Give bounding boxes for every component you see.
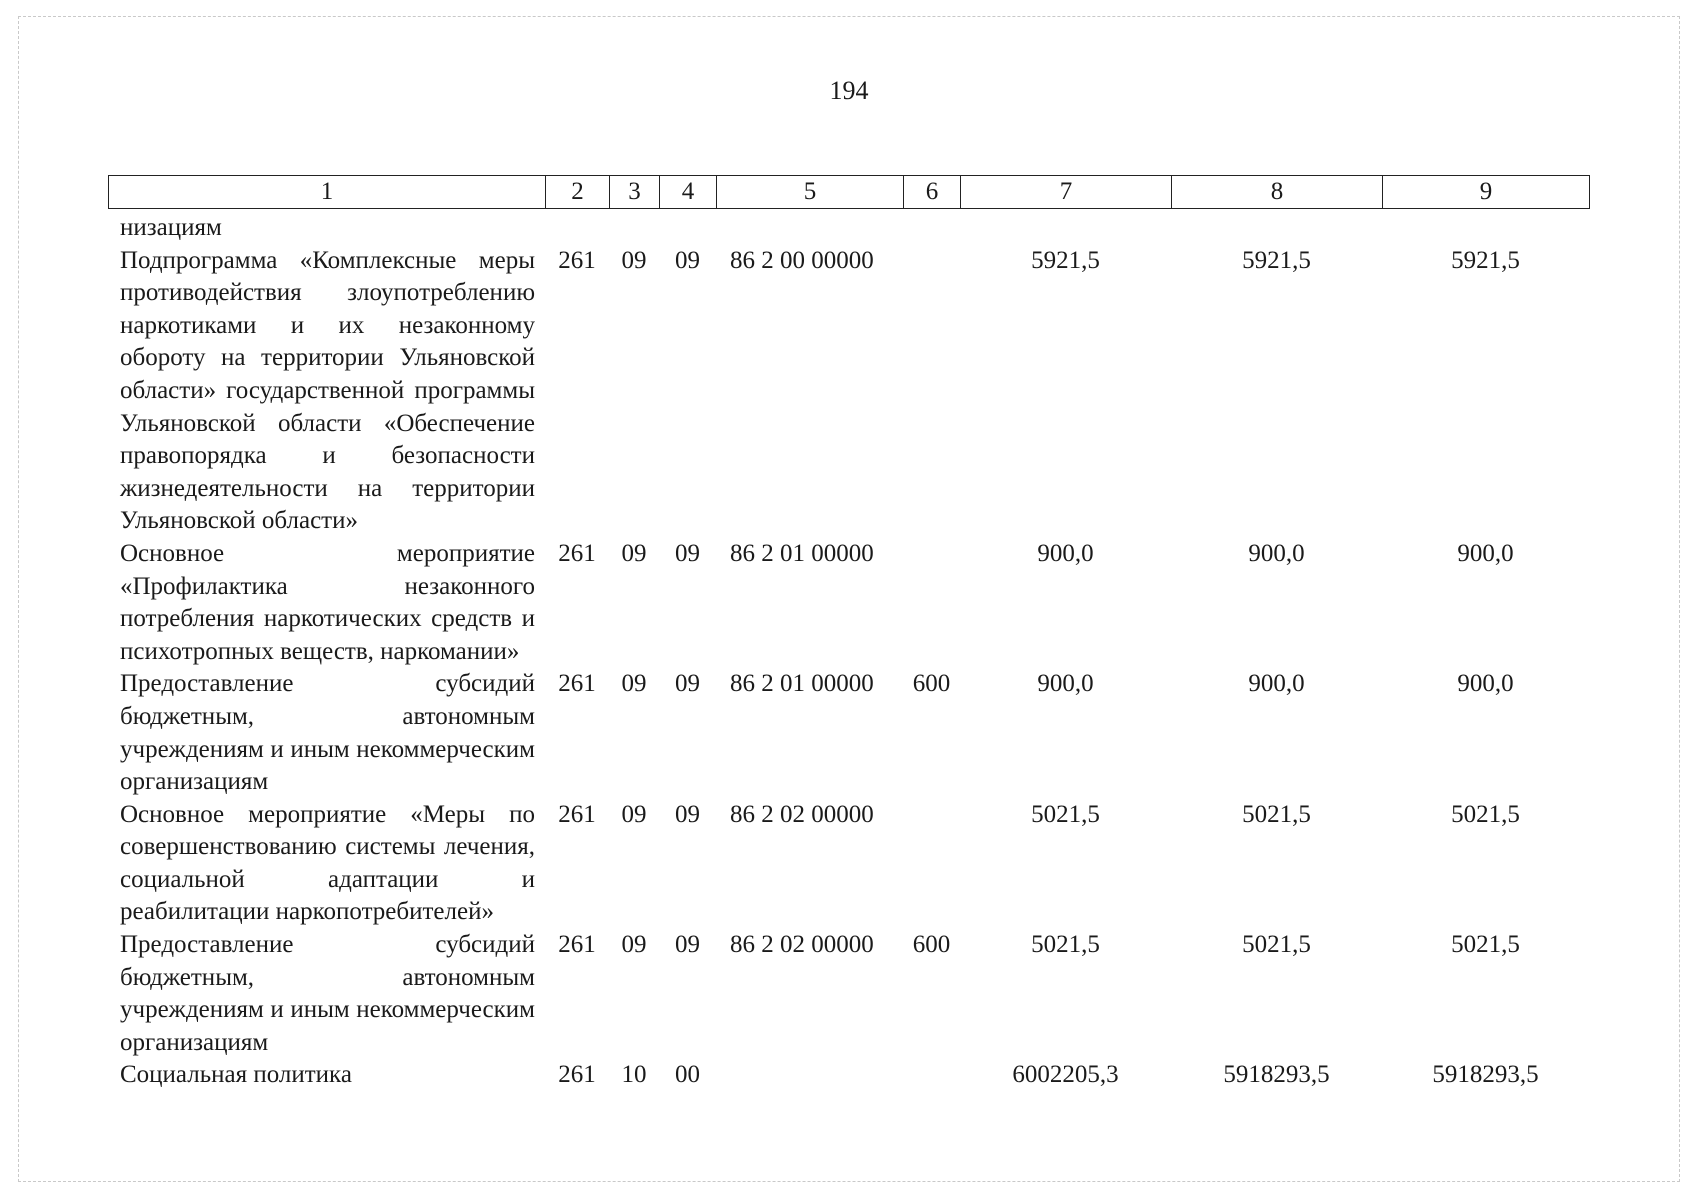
- column-header-row: [109, 176, 1590, 209]
- row-col-3: 09: [621, 670, 647, 698]
- row-col-9: 5921,5: [1451, 246, 1520, 274]
- row-col-7: 5921,5: [1031, 246, 1100, 274]
- row-col-9: 5918293,5: [1432, 1061, 1539, 1089]
- budget-table: [108, 212, 1589, 1092]
- row-col-6: [903, 538, 960, 668]
- row-col-9: 5021,5: [1451, 931, 1520, 959]
- column-header-1: 1: [109, 176, 546, 209]
- row-col-8: [1171, 212, 1382, 245]
- row-col-8: 900,0: [1248, 670, 1305, 698]
- column-header-5: 5: [717, 176, 904, 209]
- row-col-4: 09: [675, 931, 700, 959]
- row-col-4: 09: [675, 539, 700, 567]
- row-col-2: [545, 212, 609, 245]
- column-header-7: 7: [961, 176, 1172, 209]
- row-col-6: 600: [912, 931, 951, 959]
- row-col-7: 5021,5: [1031, 931, 1100, 959]
- row-name: Основное мероприятие «Меры по совершенствованию системы лечения, социальной адаптации и реабилитации наркопотребителей»: [120, 800, 535, 926]
- row-name: Предоставление субсидий бюджетным, автономным учреждениям и иным некоммерческим организациям: [120, 670, 535, 796]
- row-col-3: [609, 212, 659, 245]
- row-col-8: 5918293,5: [1223, 1061, 1330, 1089]
- row-col-7: [960, 212, 1171, 245]
- column-header-8: 8: [1172, 176, 1383, 209]
- row-col-5: 86 2 01 00000: [730, 539, 874, 567]
- row-col-2: 261: [558, 539, 596, 567]
- table-row: [108, 929, 1589, 1059]
- row-col-2: 261: [558, 1061, 596, 1089]
- row-col-5: 86 2 02 00000: [730, 931, 874, 959]
- row-col-7: 900,0: [1037, 539, 1094, 567]
- row-col-6: [903, 799, 960, 929]
- row-name: Предоставление субсидий бюджетным, автономным учреждениям и иным некоммерческим организациям: [120, 931, 535, 1056]
- row-name: низациям: [120, 214, 222, 241]
- row-col-7: 5021,5: [1031, 800, 1100, 828]
- column-header-9: 9: [1383, 176, 1590, 209]
- row-col-6: [903, 245, 960, 538]
- row-col-5: 86 2 01 00000: [730, 670, 874, 698]
- row-col-6: [903, 1059, 960, 1092]
- row-col-4: 00: [675, 1061, 700, 1089]
- row-col-8: 5021,5: [1242, 800, 1311, 828]
- row-col-5: [716, 212, 903, 245]
- column-header-3: 3: [610, 176, 660, 209]
- row-col-3: 10: [621, 1061, 647, 1089]
- row-name: Социальная политика: [120, 1061, 352, 1089]
- row-col-3: 09: [621, 539, 647, 567]
- row-col-6: 600: [912, 670, 951, 698]
- row-col-4: [659, 212, 716, 245]
- row-col-4: 09: [675, 670, 700, 698]
- row-col-2: 261: [558, 800, 596, 828]
- table-row: [108, 212, 1589, 245]
- row-col-3: 09: [621, 931, 647, 959]
- table-row: [108, 538, 1589, 668]
- row-col-4: 09: [675, 246, 700, 274]
- row-col-9: 900,0: [1457, 539, 1514, 567]
- row-col-3: 09: [621, 800, 647, 828]
- column-header-6: 6: [904, 176, 961, 209]
- row-col-8: 5021,5: [1242, 931, 1311, 959]
- row-col-5: 86 2 00 00000: [730, 246, 874, 274]
- row-col-2: 261: [558, 246, 596, 274]
- row-col-2: 261: [558, 670, 596, 698]
- row-col-6: [903, 212, 960, 245]
- row-col-5: [716, 1059, 903, 1092]
- table-row: [108, 799, 1589, 929]
- row-name: Подпрограмма «Комплексные меры противодействия злоупотреблению наркотиками и их незаконному обороту на территории Ульяновской области» государственной программы Ульяновской области «Обеспечение правопорядка и безопасности жизнедеятельности на территории Ульяновской области»: [120, 246, 535, 535]
- row-col-2: 261: [558, 931, 596, 959]
- row-col-5: 86 2 02 00000: [730, 800, 874, 828]
- table-row: [108, 1059, 1589, 1092]
- column-header-2: 2: [546, 176, 610, 209]
- row-col-8: 900,0: [1248, 539, 1305, 567]
- row-name: Основное мероприятие «Профилактика незаконного потребления наркотических средств и психотропных веществ, наркомании»: [120, 539, 535, 665]
- column-header-4: 4: [660, 176, 717, 209]
- row-col-8: 5921,5: [1242, 246, 1311, 274]
- row-col-7: 900,0: [1037, 670, 1094, 698]
- row-col-9: 900,0: [1457, 670, 1514, 698]
- column-header-table: [108, 175, 1590, 209]
- table-row: [108, 245, 1589, 538]
- row-col-9: 5021,5: [1451, 800, 1520, 828]
- page-number: 194: [829, 76, 869, 105]
- row-col-4: 09: [675, 800, 700, 828]
- row-col-9: [1382, 212, 1589, 245]
- table-row: [108, 668, 1589, 798]
- row-col-7: 6002205,3: [1012, 1061, 1119, 1089]
- row-col-3: 09: [621, 246, 647, 274]
